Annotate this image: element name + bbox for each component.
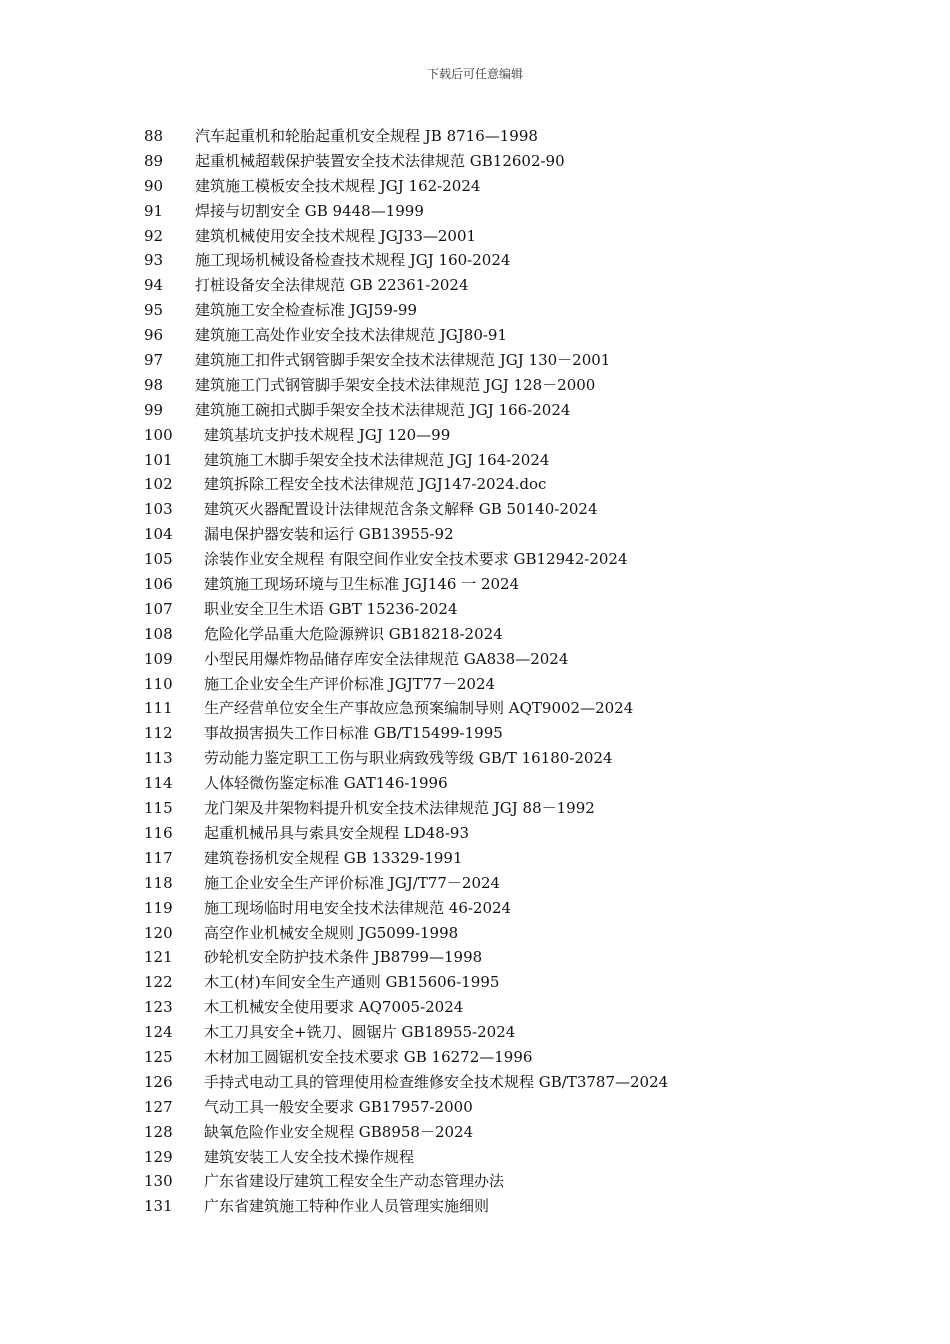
- item-number: 96: [144, 326, 164, 345]
- item-number: 94: [144, 276, 164, 295]
- item-title: 焊接与切割安全 GB 9448—1999: [195, 201, 424, 220]
- item-title: 木工刀具安全+铣刀、圆锯片 GB18955-2024: [204, 1023, 516, 1042]
- item-title: 小型民用爆炸物品储存库安全法律规范 GA838—2024: [204, 649, 569, 668]
- item-title: 施工现场临时用电安全技术法律规范 46-2024: [204, 898, 512, 917]
- item-number: 119: [144, 898, 173, 917]
- item-title: 建筑机械使用安全技术规程 JGJ33—2001: [195, 226, 477, 245]
- list-item: [0, 248, 950, 273]
- item-number: 95: [144, 301, 164, 320]
- item-number: 108: [144, 624, 173, 643]
- item-title: 建筑卷扬机安全规程 GB 13329-1991: [204, 848, 463, 867]
- item-title: 施工企业安全生产评价标准 JGJT77－2024: [204, 674, 496, 693]
- item-title: 施工现场机械设备检查技术规程 JGJ 160-2024: [195, 251, 511, 270]
- item-title: 生产经营单位安全生产事故应急预案编制导则 AQT9002—2024: [204, 699, 634, 718]
- list-item: [0, 995, 950, 1020]
- item-number: 114: [144, 774, 173, 793]
- item-number: 102: [144, 475, 173, 494]
- item-title: 起重机械吊具与索具安全规程 LD48-93: [204, 823, 469, 842]
- item-title: 建筑施工高处作业安全技术法律规范 JGJ80-91: [195, 326, 508, 345]
- item-number: 91: [144, 201, 164, 220]
- list-item: [0, 273, 950, 298]
- item-number: 113: [144, 749, 173, 768]
- list-item: [0, 224, 950, 249]
- item-title: 砂轮机安全防护技术条件 JB8799—1998: [204, 948, 483, 967]
- item-title: 汽车起重机和轮胎起重机安全规程 JB 8716—1998: [195, 127, 538, 145]
- list-item: [0, 1070, 950, 1095]
- item-title: 施工企业安全生产评价标准 JGJ/T77－2024: [204, 873, 501, 892]
- list-item: [0, 970, 950, 995]
- list-item: [0, 124, 950, 149]
- item-title: 建筑施工门式钢管脚手架安全技术法律规范 JGJ 128－2000: [195, 375, 596, 394]
- item-number: 112: [144, 724, 173, 743]
- item-number: 128: [144, 1122, 173, 1141]
- item-title: 建筑施工现场环境与卫生标准 JGJ146 一 2024: [204, 575, 520, 594]
- list-item: [0, 1120, 950, 1145]
- list-item: [0, 821, 950, 846]
- item-title: 劳动能力鉴定职工工伤与职业病致残等级 GB/T 16180-2024: [204, 749, 613, 768]
- item-title: 建筑施工木脚手架安全技术法律规范 JGJ 164-2024: [204, 450, 550, 469]
- item-title: 人体轻微伤鉴定标准 GAT146-1996: [204, 774, 448, 793]
- list-item: [0, 1145, 950, 1170]
- item-number: 110: [144, 674, 173, 693]
- list-item: [0, 348, 950, 373]
- item-title: 职业安全卫生术语 GBT 15236-2024: [204, 599, 458, 618]
- item-number: 104: [144, 525, 173, 544]
- list-item: [0, 572, 950, 597]
- list-item: [0, 1194, 950, 1219]
- list-item: [0, 174, 950, 199]
- item-title: 手持式电动工具的管理使用检查维修安全技术规程 GB/T3787—2024: [204, 1072, 669, 1091]
- item-title: 气动工具一般安全要求 GB17957-2000: [204, 1097, 473, 1116]
- item-title: 龙门架及井架物料提升机安全技术法律规范 JGJ 88－1992: [204, 799, 595, 818]
- list-item: [0, 846, 950, 871]
- list-item: [0, 771, 950, 796]
- item-title: 广东省建设厅建筑工程安全生产动态管理办法: [204, 1172, 505, 1191]
- item-number: 126: [144, 1072, 173, 1091]
- list-item: [0, 896, 950, 921]
- item-number: 111: [144, 699, 173, 718]
- list-item: [0, 721, 950, 746]
- list-item: [0, 547, 950, 572]
- item-title: 广东省建筑施工特种作业人员管理实施细则: [204, 1197, 490, 1216]
- list-item: [0, 945, 950, 970]
- list-item: [0, 1169, 950, 1194]
- list-item: [0, 871, 950, 896]
- item-number: 122: [144, 973, 173, 992]
- list-item: [0, 597, 950, 622]
- item-title: 建筑基坑支护技术规程 JGJ 120—99: [204, 425, 451, 444]
- item-number: 115: [144, 799, 173, 818]
- page-header: 下载后可任意编辑: [426, 67, 523, 81]
- list-item: [0, 1020, 950, 1045]
- item-number: 116: [144, 823, 173, 842]
- item-number: 125: [144, 1047, 173, 1066]
- list-item: [0, 696, 950, 721]
- list-item: [0, 1045, 950, 1070]
- item-number: 106: [144, 575, 173, 594]
- item-number: 107: [144, 599, 173, 618]
- list-item: [0, 448, 950, 473]
- list-item: [0, 323, 950, 348]
- item-title: 建筑施工安全检查标准 JGJ59-99: [195, 301, 418, 320]
- item-number: 88: [144, 127, 164, 145]
- item-number: 118: [144, 873, 173, 892]
- item-title: 高空作业机械安全规则 JG5099-1998: [204, 923, 459, 942]
- item-number: 101: [144, 450, 173, 469]
- list-item: [0, 199, 950, 224]
- list-item: [0, 398, 950, 423]
- list-item: [0, 796, 950, 821]
- item-title: 起重机械超载保护装置安全技术法律规范 GB12602-90: [195, 151, 565, 170]
- list-item: [0, 373, 950, 398]
- item-number: 127: [144, 1097, 173, 1116]
- item-number: 98: [144, 375, 164, 394]
- list-item: [0, 746, 950, 771]
- item-title: 事故损害损失工作日标准 GB/T15499-1995: [204, 724, 503, 743]
- item-title: 木材加工圆锯机安全技术要求 GB 16272—1996: [204, 1047, 533, 1066]
- item-title: 缺氧危险作业安全规程 GB8958－2024: [204, 1122, 474, 1141]
- item-number: 129: [144, 1147, 173, 1166]
- item-number: 100: [144, 425, 173, 444]
- item-number: 90: [144, 176, 164, 195]
- item-number: 103: [144, 500, 173, 519]
- item-title: 危险化学品重大危险源辨识 GB18218-2024: [204, 624, 503, 643]
- item-title: 建筑施工扣件式钢管脚手架安全技术法律规范 JGJ 130－2001: [195, 351, 611, 370]
- item-number: 105: [144, 550, 173, 569]
- list-item: [0, 522, 950, 547]
- item-number: 124: [144, 1023, 173, 1042]
- item-title: 漏电保护器安装和运行 GB13955-92: [204, 525, 454, 544]
- item-number: 97: [144, 351, 164, 370]
- item-number: 89: [144, 151, 164, 170]
- list-item: [0, 647, 950, 672]
- item-number: 117: [144, 848, 173, 867]
- list-item: [0, 298, 950, 323]
- item-number: 93: [144, 251, 164, 270]
- item-title: 木工机械安全使用要求 AQ7005-2024: [204, 998, 464, 1017]
- item-title: 涂装作业安全规程 有限空间作业安全技术要求 GB12942-2024: [204, 550, 628, 569]
- regulation-list: [0, 124, 950, 1219]
- item-number: 120: [144, 923, 173, 942]
- item-title: 建筑施工模板安全技术规程 JGJ 162-2024: [195, 176, 481, 195]
- list-item: [0, 672, 950, 697]
- item-title: 建筑施工碗扣式脚手架安全技术法律规范 JGJ 166-2024: [195, 400, 571, 419]
- item-number: 123: [144, 998, 173, 1017]
- list-item: [0, 423, 950, 448]
- list-item: [0, 622, 950, 647]
- item-title: 木工(材)车间安全生产通则 GB15606-1995: [204, 973, 500, 992]
- list-item: [0, 472, 950, 497]
- item-title: 建筑拆除工程安全技术法律规范 JGJ147-2024.doc: [204, 475, 547, 494]
- item-title: 建筑灭火器配置设计法律规范含条文解释 GB 50140-2024: [204, 500, 598, 519]
- item-number: 121: [144, 948, 173, 967]
- list-item: [0, 149, 950, 174]
- item-number: 131: [144, 1197, 173, 1216]
- item-number: 109: [144, 649, 173, 668]
- item-number: 130: [144, 1172, 173, 1191]
- item-title: 打桩设备安全法律规范 GB 22361-2024: [195, 276, 469, 295]
- list-item: [0, 921, 950, 946]
- item-title: 建筑安装工人安全技术操作规程: [204, 1147, 415, 1166]
- list-item: [0, 497, 950, 522]
- list-item: [0, 1095, 950, 1120]
- item-number: 99: [144, 400, 164, 419]
- item-number: 92: [144, 226, 164, 245]
